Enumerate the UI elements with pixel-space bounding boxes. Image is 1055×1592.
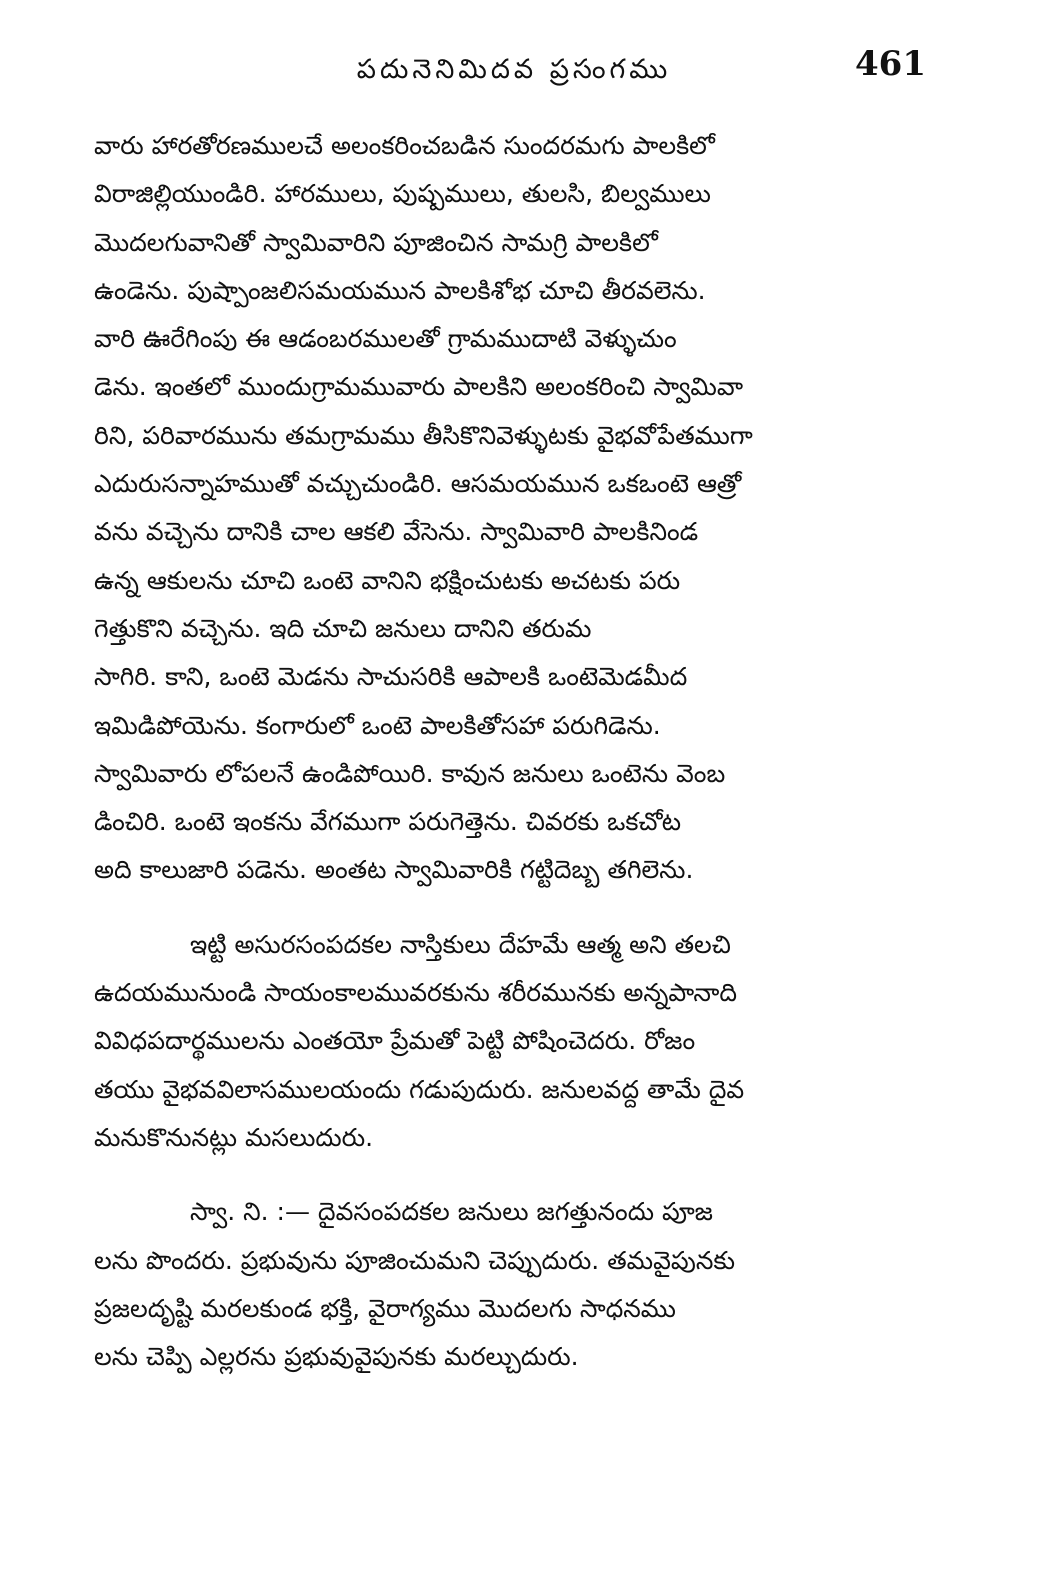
paragraph-daiva-sampada: స్వా. ని. :— దైవసంపదకల జనులు జగత్తునందు పూజ లను పొందరు. ప్రభువును పూజించుమని చెప్పుదురు. తమవైపునకు ప్రజలదృష్టి మరలకుండ భక్తి, వైరాగ్యము మొదలగు సాధనము లను చెప్పి ఎల్లరను ప్రభువువైపునకు మరల్చుదురు. [94,1197,736,1372]
page-number: 461 [855,44,926,84]
body-text [94,122,922,1381]
chapter-title: పదునెనిమిదవ ప్రసంగము [356,54,672,85]
running-head [94,44,934,104]
paragraph-story: వారు హారతోరణములచే అలంకరించబడిన సుందరమగు పాలకిలో విరాజిల్లియుండిరి. హారములు, పుష్పములు, తులసి, బిల్వములు మొదలగువానితో స్వామివారిని పూజించిన సామగ్రి పాలకిలో ఉండెను. పుష్పాంజలిసమయమున పాలకిశోభ చూచి తీరవలెను. వారి ఊరేగింపు ఈ ఆడంబరములతో గ్రామముదాటి వెళ్ళుచుం డెను. ఇంతలో ముందుగ్రామమువారు పాలకిని అలంకరించి స్వామివా రిని, పరివారమును తమగ్రామము తీసికొనివెళ్ళుటకు వైభవోపేతముగా ఎదురుసన్నాహముతో వచ్చుచుండిరి. ఆసమయమున ఒకఒంటె ఆత్రో వను వచ్చెను దానికి చాల ఆకలి వేసెను. స్వామివారి పాలకినిండ ఉన్న ఆకులను చూచి ఒంటె వానిని భక్షించుటకు అచటకు పరు గెత్తుకొని వచ్చెను. ఇది చూచి జనులు దానిని తరుమ సాగిరి. కాని, ఒంటె మెడను సాచుసరికి ఆపాలకి ఒంటెమెడమీద ఇమిడిపోయెను. కంగారులో ఒంటె పాలకితోసహా పరుగిడెను. స్వామివారు లోపలనే ఉండిపోయిరి. కావున జనులు ఒంటెను వెంబ డించిరి. ఒంటె ఇంకను వేగముగా పరుగెత్తెను. చివరకు ఒకచోట అది కాలుజారి పడెను. అంతట స్వామివారికి గట్టిదెబ్బ తగిలెను. [94,131,753,885]
paragraph-asura-sampada: ఇట్టి అసురసంపదకల నాస్తికులు దేహమే ఆత్మ అని తలచి ఉదయమునుండి సాయంకాలమువరకును శరీరమునకు అన్నపానాది వివిధపదార్థములను ఎంతయో ప్రేమతో పెట్టి పోషించెదరు. రోజం తయు వైభవవిలాసములయందు గడుపుదురు. జనులవద్ద తామే దైవ మనుకొనునట్లు మసలుదురు. [94,929,745,1152]
